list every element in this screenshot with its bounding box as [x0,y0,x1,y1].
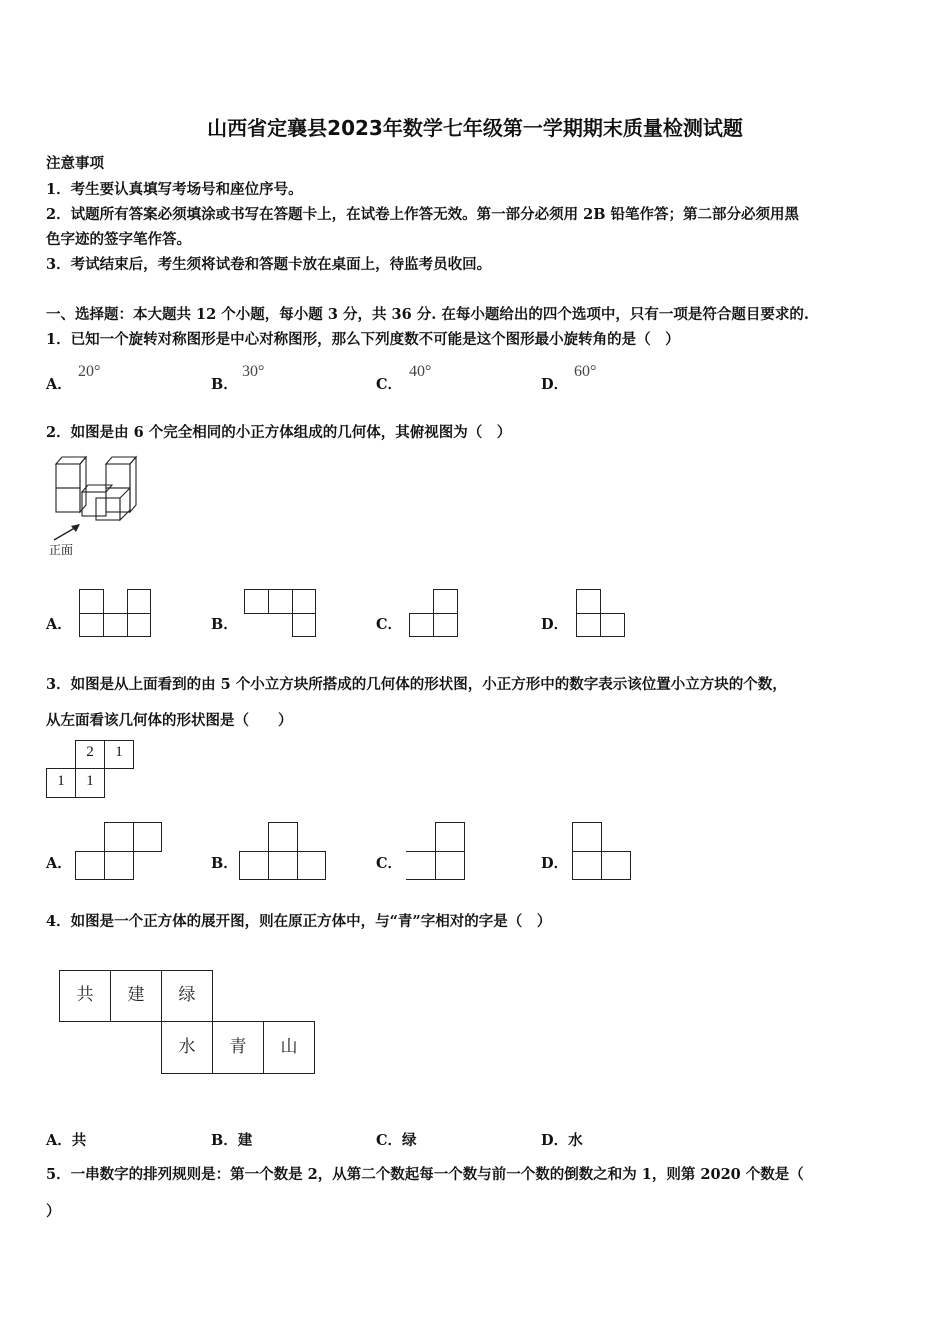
q1-option-c-label: C． [376,376,403,393]
q2-option-b-figure [244,589,316,637]
q1-option-b-label: B． [211,376,238,393]
notice-item: 色字迹的签字笔作答。 [46,231,191,248]
q1-option-a-label: A． [46,376,72,393]
q4-option-d [541,1129,583,1150]
q4-option-a [46,1129,86,1150]
question-4-stem: 4．如图是一个正方体的展开图，则在原正方体中，与“青”字相对的字是（ ） [46,913,552,930]
question-2-stem: 2．如图是由 6 个完全相同的小正方体组成的几何体，其俯视图为（ ） [46,424,512,441]
q2-option-d-label: D． [541,616,569,633]
question-5-stem: 5．一串数字的排列规则是：第一个数是 2，从第二个数起每一个数与前一个数的倒数之和为 1，则第 2020 个数是（ [46,1166,804,1183]
option-value: 绿 [402,1132,417,1149]
notice-heading: 注意事项 [46,155,104,172]
q3-option-d-label: D． [541,855,569,872]
q4-cube-net [59,970,315,1074]
q3-option-b-figure [239,822,326,880]
q3-option-c-label: C． [376,855,403,872]
q1-option-a-value: 20° [78,363,101,380]
question-5-stem-end: ） [46,1203,61,1220]
net-char: 建 [127,985,145,1005]
section-heading: 一、选择题：本大题共 12 个小题，每小题 3 分，共 36 分. 在每小题给出的四个选项中，只有一项是符合题目要求的. [46,306,809,323]
q3-option-c-figure [406,822,465,880]
notice-item: 1．考生要认真填写考场号和座位序号。 [46,181,303,198]
q1-option-d-label: D． [541,376,569,393]
notice-item: 3．考试结束后，考生须将试卷和答题卡放在桌面上，待监考员收回。 [46,256,492,273]
net-char: 共 [76,985,94,1005]
q2-option-c-label: C． [376,616,403,633]
option-value: 建 [237,1132,253,1149]
net-char: 绿 [178,985,196,1005]
q2-front-label: 正面 [49,543,74,557]
question-1-stem: 1．已知一个旋转对称图形是中心对称图形，那么下列度数不可能是这个图形最小旋转角的是（ ） [46,331,680,348]
q2-option-d-figure [576,589,626,637]
q3-option-b-label: B． [211,855,238,872]
net-char: 山 [280,1037,298,1057]
grid-number: 1 [57,773,65,789]
q1-option-b-value: 30° [242,363,265,380]
question-3-stem-line1: 3．如图是从上面看到的由 5 个小立方块所搭成的几何体的形状图，小正方形中的数字表示该位置小立方块的个数， [46,676,787,693]
q4-option-b [211,1129,252,1150]
page-title: 山西省定襄县2023年数学七年级第一学期期末质量检测试题 [207,116,743,140]
q2-option-b-label: B． [211,616,238,633]
q3-option-d-figure [572,822,631,880]
q2-option-c-figure [409,589,459,637]
q3-top-view-grid [46,740,134,798]
option-value: 水 [568,1132,583,1149]
option-label: C． [376,1132,403,1149]
q1-option-d-value: 60° [574,363,597,380]
option-value: 共 [71,1132,87,1149]
net-char: 青 [229,1037,247,1057]
grid-number: 1 [86,773,94,789]
grid-number: 2 [86,744,94,760]
q3-option-a-label: A． [46,855,72,872]
option-label: B． [211,1132,238,1149]
option-label: A． [46,1132,72,1149]
grid-number: 1 [115,744,123,760]
q4-option-c [376,1129,417,1150]
net-char: 水 [178,1037,196,1057]
q3-option-a-figure [75,822,162,880]
q2-option-a-figure [79,589,151,637]
q2-option-a-label: A． [46,616,72,633]
option-label: D． [541,1132,569,1149]
q1-option-c-value: 40° [409,363,432,380]
question-3-stem-line2: 从左面看该几何体的形状图是（ ） [46,712,293,729]
notice-item: 2．试题所有答案必须填涂或书写在答题卡上，在试卷上作答无效。第一部分必须用 2B 铅笔作答；第二部分必须用黑 [46,206,800,223]
